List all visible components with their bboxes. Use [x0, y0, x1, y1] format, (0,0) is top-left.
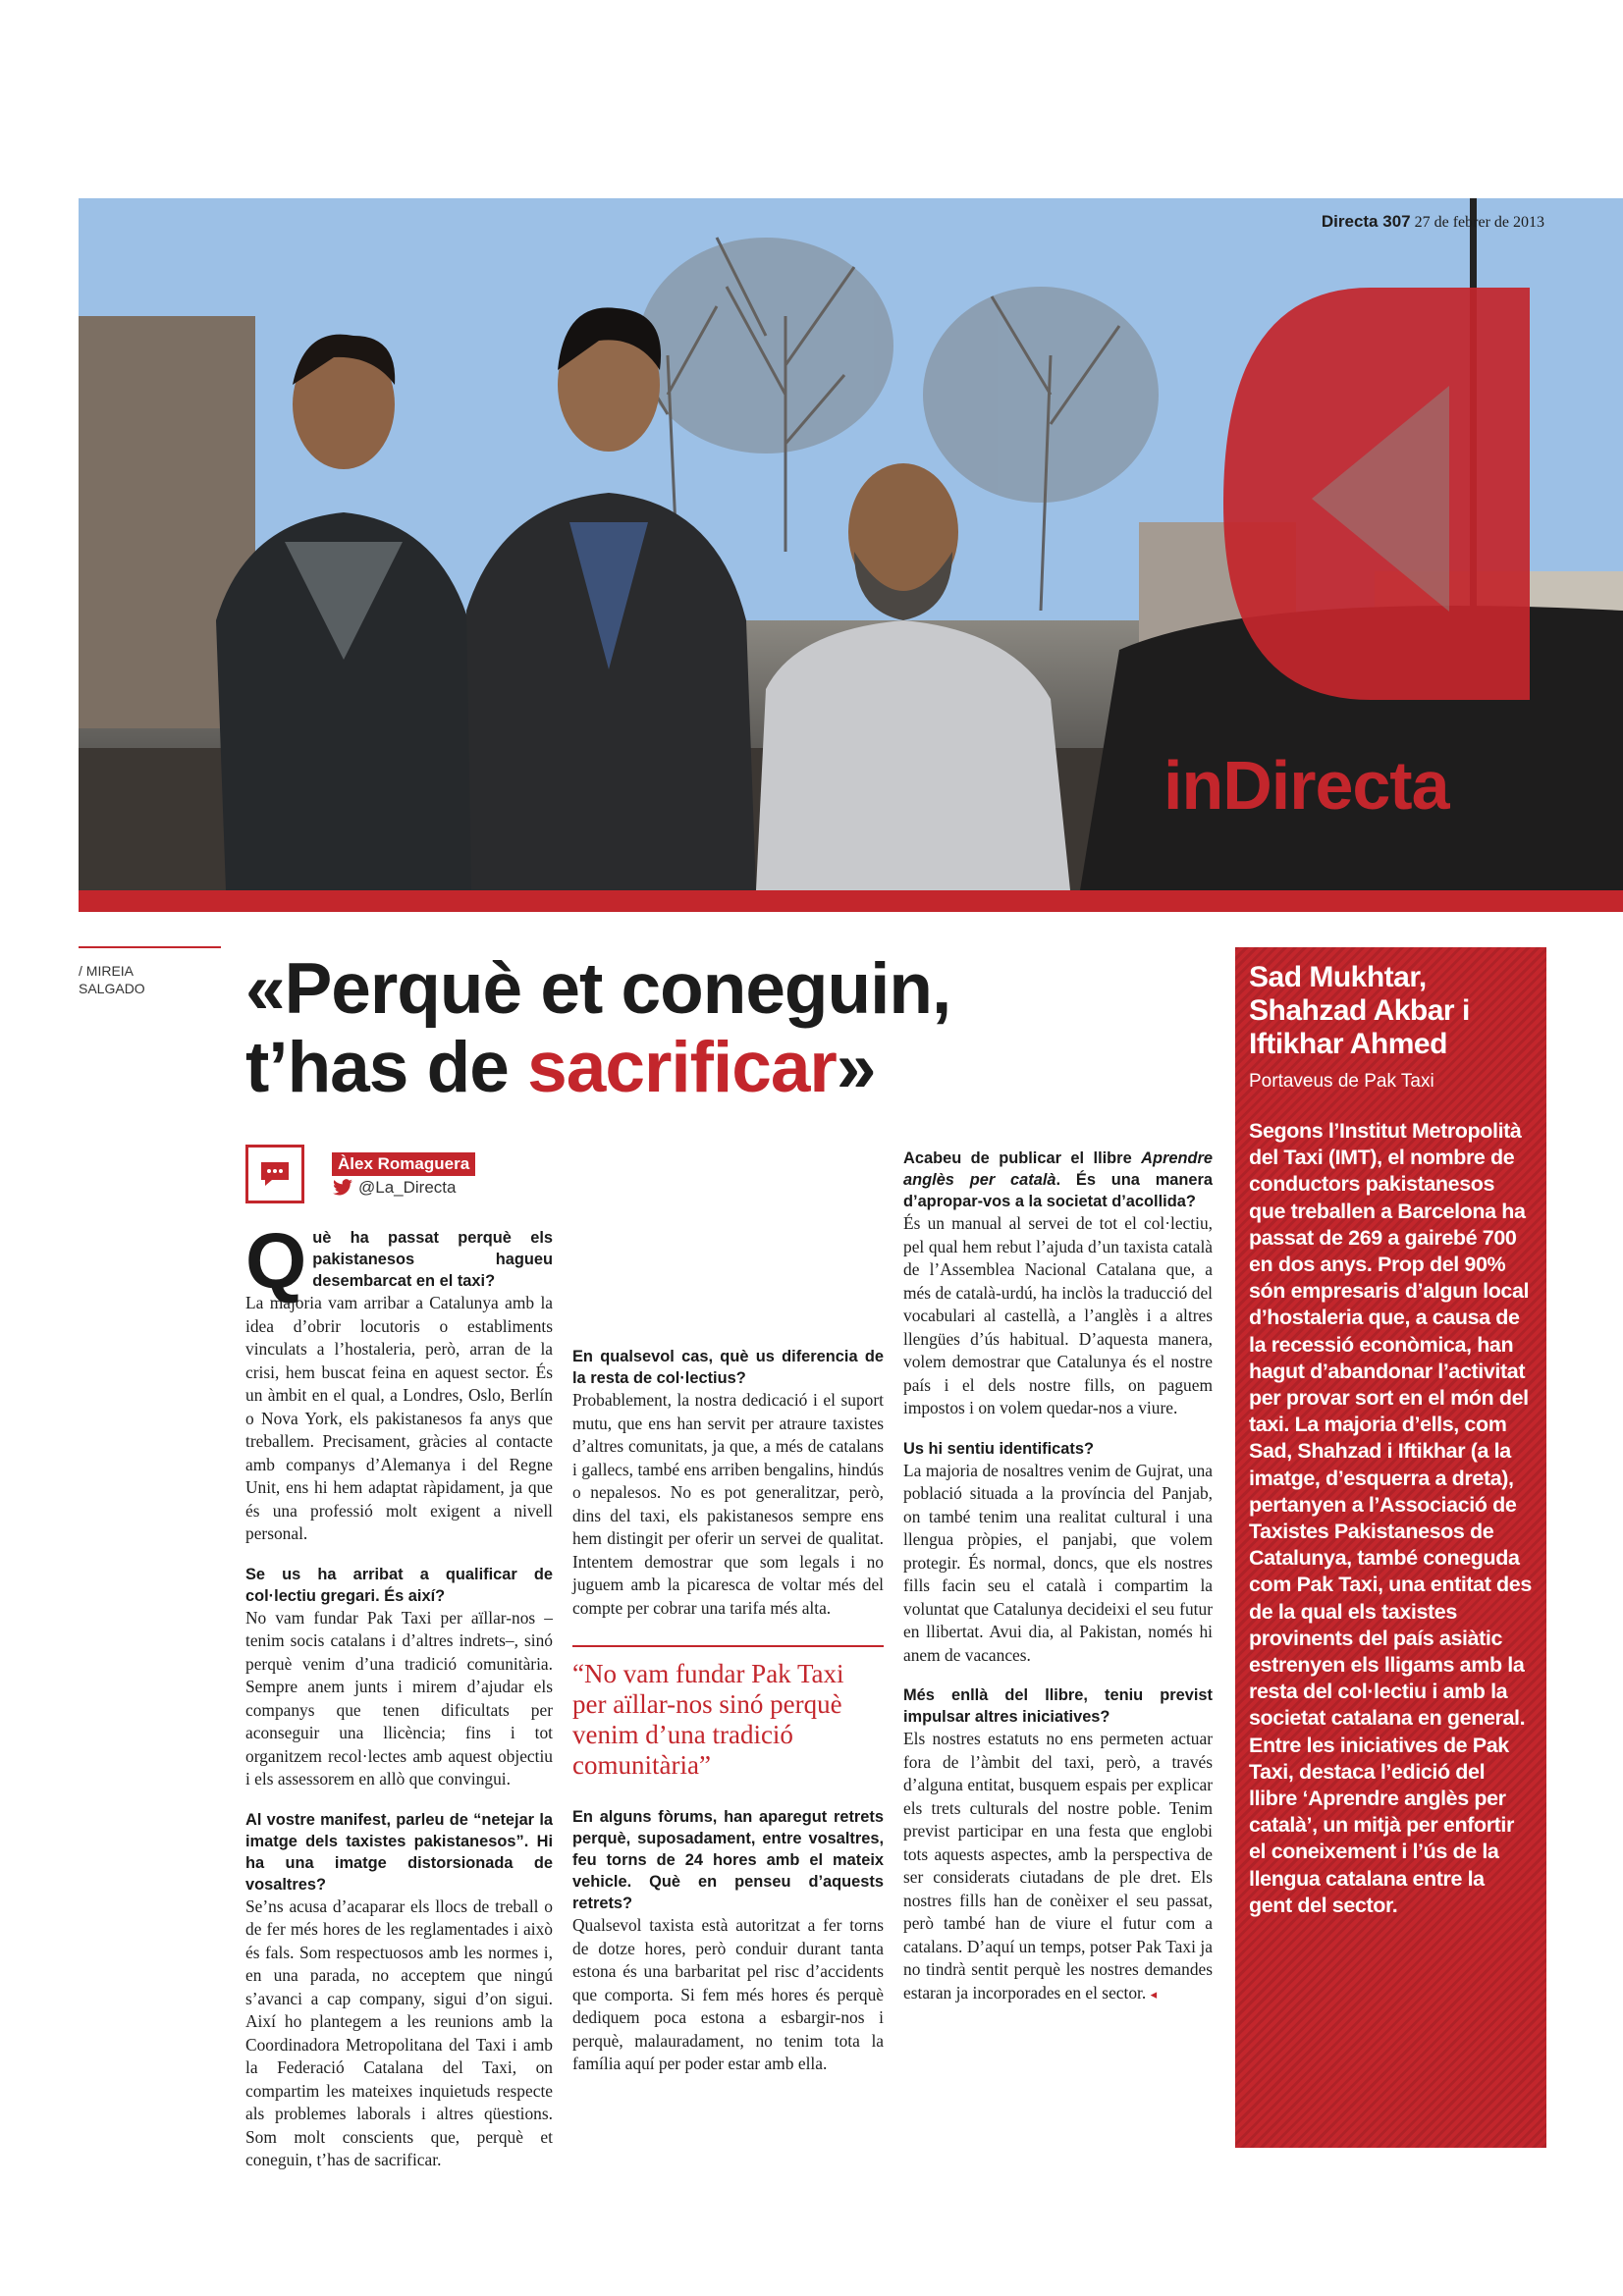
- photo-red-band: [79, 890, 1623, 912]
- twitter-handle: @La_Directa: [358, 1178, 457, 1197]
- author-icon-box: [245, 1145, 304, 1203]
- issue-number: Directa 307: [1321, 212, 1411, 231]
- twitter-icon: [332, 1179, 353, 1197]
- question-8: Més enllà del llibre, teniu previst impulsar altres iniciatives?: [903, 1686, 1213, 1726]
- question-4: En qualsevol cas, què us diferencia de la resta de col·lectius?: [572, 1348, 884, 1387]
- author-handle[interactable]: [332, 1178, 456, 1198]
- pull-quote: “No vam fundar Pak Taxi per aïllar-nos sinó perquè venim d’una tradició comunitària”: [572, 1645, 884, 1781]
- brand-wordmark: inDirecta: [1163, 747, 1449, 824]
- question-5: En alguns fòrums, han aparegut retrets perquè, suposadament, entre vosaltres, feu torns de 24 hores amb el mateix vehicle. Què en penseu d’aquests retrets?: [572, 1808, 884, 1912]
- headline-line-1: «Perquè et coneguin,: [245, 949, 951, 1029]
- answer-3: Se’ns acusa d’acaparar els llocs de treball o de fer més hores de les reglamentades i això és fals. Som respectuosos amb les normes i, en una parada, no acceptem que ningú s’avanci a cap company, sigui d’on sigui. Així ho plantegem a les reunions amb la Coordinadora Metropolitana del Taxi i amb la Federació Catalana del Taxi, on compartim les mateixes inquietuds respecte als problemes laborals i altres qüestions. Som molt conscients que, perquè et coneguin, t’has de sacrificar.: [245, 1896, 553, 2169]
- drop-cap: Q: [245, 1217, 307, 1305]
- answer-2: No vam fundar Pak Taxi per aïllar-nos –tenim socis catalans i d’altres indrets–, sinó perquè venim d’una tradició comunitària. Sempre anem junts i mirem d’ajudar els companys que tenen dificultats per aconseguir una llicència; fins i tot organitzem recol·lectes amb aquest objectiu i els assessorem en allò que convingui.: [245, 1607, 553, 1789]
- author-name: Àlex Romaguera: [332, 1152, 475, 1176]
- answer-8: [903, 1728, 1213, 2005]
- sidebar-body: Segons l’Institut Metropolità del Taxi (IMT), el nombre de conductors pakistanesos que treballen a Barcelona ha passat de 269 a gairebé 700 en dos anys. Prop del 90% són empresaris d’algun local d’hostaleria que, a causa de la recessió econòmica, han hagut d’abandonar l’activitat per provar sort en el món del taxi. La majoria d’ells, com Sad, Shahzad i Iftikhar (a la imatge, d’esquerra a dreta), pertanyen a l’Associació de Taxistes Pakistanesos de Catalunya, també coneguda com Pak Taxi, una entitat des de la qual els taxistes provinents del país asiàtic estrenyen els lligams amb la resta del col·lectiu i amb la societat catalana en general. Entre les iniciatives de Pak Taxi, destaca l’edició del llibre ‘Aprendre anglès per català’, un mitjà per enfortir el coneixement i l’ús de la llengua catalana entre la gent del sector.: [1249, 1119, 1532, 1917]
- answer-1: La majoria vam arribar a Catalunya amb la idea d’obrir locutoris o establiments vinculats a l’hostaleria, però, arran de la crisi, hem buscat feina en aquest sector. És un àmbit en el qual, a Londres, Oslo, Berlín o Nova York, els pakistanesos fa anys que treballem. Precisament, gràcies al contacte amb companys d’Alemanya i del Regne Unit, ens hi hem adaptat ràpidament, ja que és una professió molt exigent a nivell personal.: [245, 1293, 553, 1543]
- question-6-post: . És una manera d’apropar-vos a la societat d’acollida?: [903, 1171, 1214, 1210]
- sidebar-subtitle: Portaveus de Pak Taxi: [1249, 1071, 1434, 1092]
- answer-8-text: Els nostres estatuts no ens permeten actuar fora de l’àmbit del taxi, però, a través d’alguna entitat, busquem espais per explicar els trets culturals del nostre poble. Tenim previst participar en una festa que englobi tots aquests aspectes, amb la perspectiva de ser considerats ciutadans de ple dret. Els nostres fills han de conèixer el seu passat, però també han de viure el futur com a catalans. D’aquí un temps, potser Pak Taxi ja no tindrà sentit perquè les nostres demandes estaran ja incorporades en el sector.: [903, 1729, 1213, 2002]
- headline-text: t’has de: [245, 1028, 528, 1107]
- speech-bubble-icon: [258, 1159, 292, 1189]
- headline: [245, 950, 1188, 1107]
- answer-6: És un manual al servei de tot el col·lectiu, pel qual hem rebut l’ajuda d’un taxista català de l’Assemblea Nacional Catalana que, a més de català-urdú, ha inclòs la traducció del vocabulari al castellà, a l’anglès i a altres llengües d’ús habitual. D’aquesta manera, volem demostrar que Catalunya és el nostre país i el dels nostre fills, on paguem impostos i on volem quedar-nos a viure.: [903, 1213, 1213, 1417]
- headline-highlight: sacrificar: [527, 1028, 837, 1107]
- question-1: [245, 1217, 553, 1305]
- credit-rule: [79, 946, 221, 948]
- article-column-3: [903, 1148, 1213, 2149]
- headline-line-2: [245, 1029, 1188, 1107]
- question-1-text: uè ha passat perquè els pakistanesos hagueu desembarcat en el taxi?: [312, 1229, 553, 1290]
- article-column-1: [245, 1217, 553, 2169]
- answer-5: Qualsevol taxista està autoritzat a fer torns de dotze hores, però conduir durant tanta estona és una barbaritat pel risc d’accidents que comporta. Si fem més hores és perquè dediquem poca estona a esbargir-nos i perquè, malauradament, no tenim tota la família aquí per poder estar amb ella.: [572, 1915, 884, 2073]
- answer-4: Probablement, la nostra dedicació i el suport mutu, que ens han servit per atraure taxistes d’altres comunitats, ja que, a més de catalans i gallecs, també ens arriben bengalins, hindús o nepalesos. No es pot generalitzar, però, dins del taxi, els pakistanesos sempre ens hem distingit per oferir un servei de qualitat. Intentem demostrar que som legals i no juguem amb la picaresca de voltar més del compte per cobrar una tarifa més alta.: [572, 1390, 884, 1618]
- directa-logo-icon: [1223, 288, 1530, 700]
- end-mark-icon: ◂: [1150, 1986, 1158, 2002]
- article-column-2: [572, 1148, 884, 2149]
- question-3: Al vostre manifest, parleu de “netejar la imatge dels taxistes pakistanesos”. Hi ha una imatge distorsionada de vosaltres?: [245, 1810, 553, 1894]
- masthead: [1322, 212, 1544, 232]
- question-7: Us hi sentiu identificats?: [903, 1439, 1094, 1458]
- question-2: Se us ha arribat a qualificar de col·lectiu gregari. És així?: [245, 1565, 553, 1605]
- question-6: [903, 1148, 1213, 1212]
- headline-close: »: [836, 1028, 876, 1107]
- question-6-pre: Acabeu de publicar el llibre: [903, 1149, 1142, 1167]
- answer-7: La majoria de nosaltres venim de Gujrat, una població situada a la província del Panjab, on també tenim una realitat cultural i una llengua pròpies, el panjabi, que volem protegir. És normal, doncs, que els nostres fills facin seu el català i compartim la voluntat que Catalunya decideixi el seu futur en llibertat. Avui dia, al Pakistan, només hi anem de vacances.: [903, 1460, 1213, 1665]
- photo-credit: / MIREIA SALGADO: [79, 963, 145, 996]
- book-title: Aprendre anglès per català: [903, 1149, 1213, 1189]
- sidebar-box: [1235, 947, 1546, 2148]
- issue-date: 27 de febrer de 2013: [1414, 214, 1544, 231]
- sidebar-title: Sad Mukhtar, Shahzad Akbar i Iftikhar Ahmed: [1249, 961, 1470, 1060]
